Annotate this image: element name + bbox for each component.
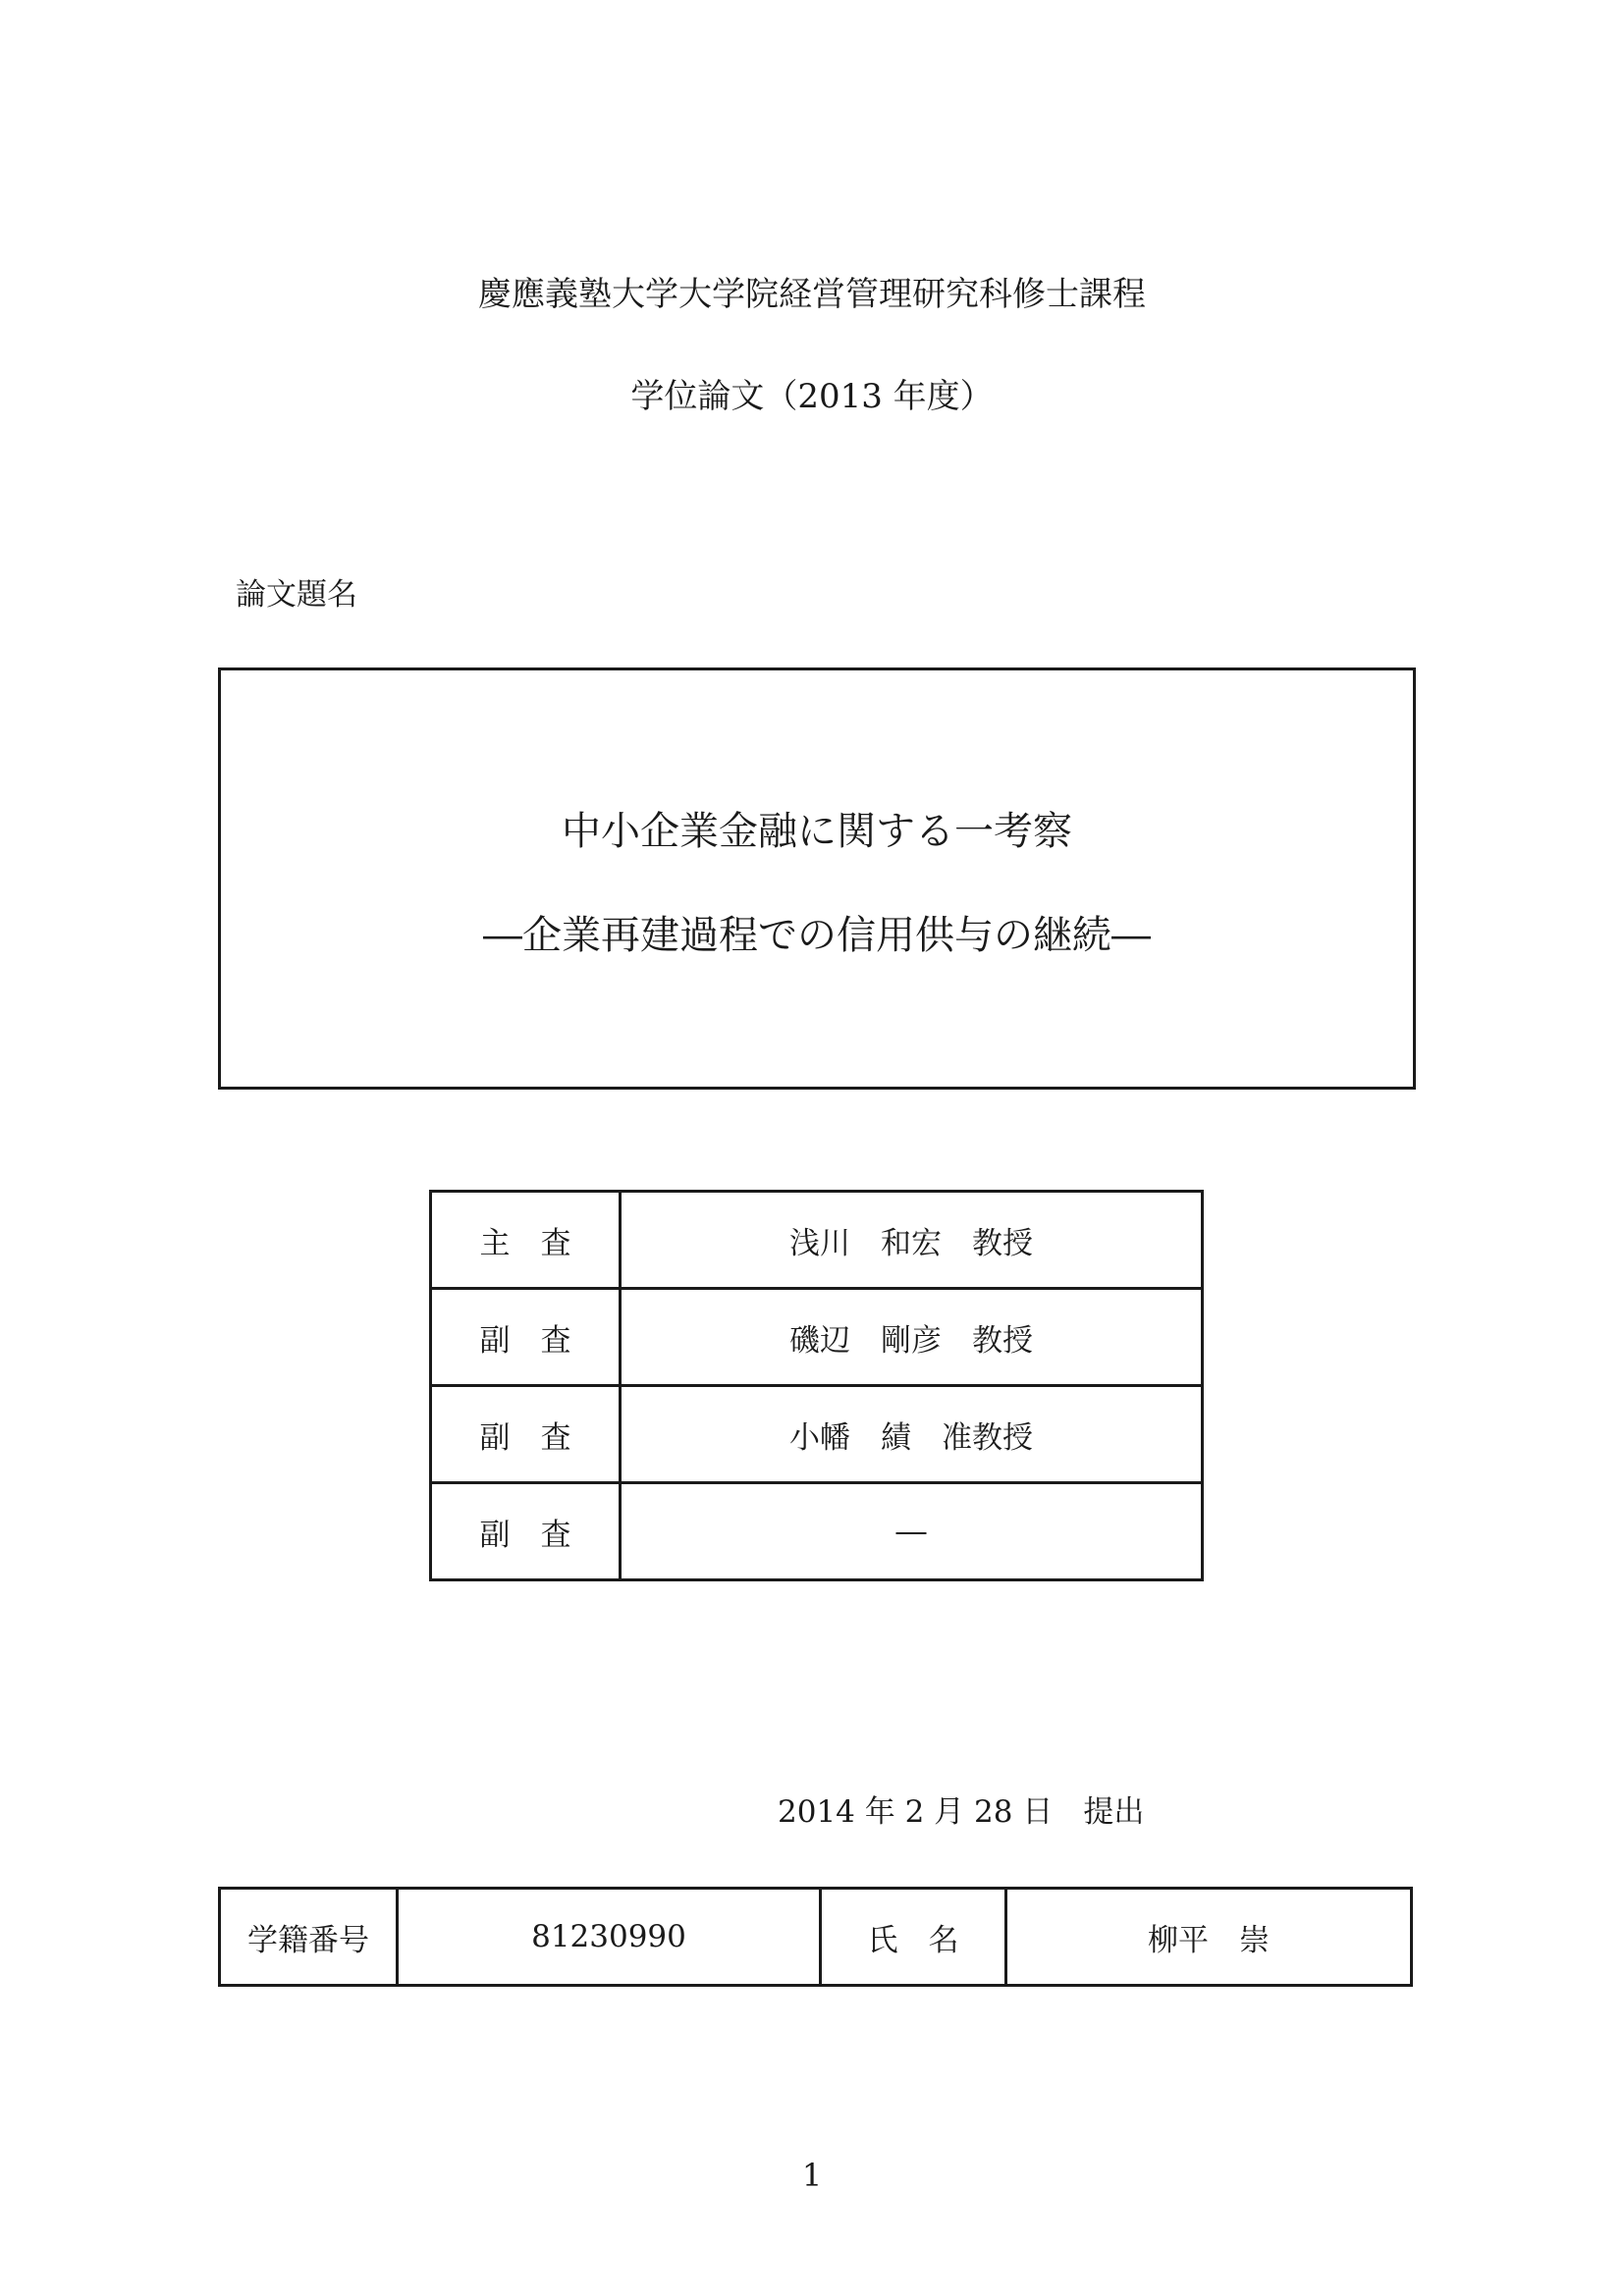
student-info-row [220, 1889, 1412, 1986]
thesis-title-box [218, 667, 1416, 1090]
examiner-name: 磯辺 剛彦 教授 [621, 1289, 1203, 1386]
examiner-row [431, 1192, 1203, 1289]
student-id-label: 学籍番号 [220, 1889, 398, 1986]
examiner-name: 浅川 和宏 教授 [621, 1192, 1203, 1289]
examiner-role: 副 査 [431, 1289, 621, 1386]
thesis-sub-title: ―企業再建過程での信用供与の継続― [483, 913, 1151, 958]
examiner-role: 副 査 [431, 1483, 621, 1580]
submission-date: 2014 年 2 月 28 日 提出 [778, 1794, 1145, 1830]
page-number: 1 [801, 2157, 823, 2194]
examiner-role: 主 査 [431, 1192, 621, 1289]
student-name-label: 氏 名 [821, 1889, 1006, 1986]
thesis-title-label: 論文題名 [236, 577, 357, 613]
examiner-row [431, 1386, 1203, 1483]
examiner-name: 小幡 績 准教授 [621, 1386, 1203, 1483]
examiner-row [431, 1483, 1203, 1580]
student-id-value: 81230990 [398, 1889, 821, 1986]
thesis-main-title: 中小企業金融に関する一考察 [562, 809, 1072, 854]
examiners-table [429, 1190, 1204, 1581]
examiner-row [431, 1289, 1203, 1386]
degree-thesis-heading: 学位論文（2013 年度） [630, 377, 994, 416]
student-info-table [218, 1887, 1413, 1987]
examiner-name: ― [621, 1483, 1203, 1580]
student-name-value: 柳平 崇 [1006, 1889, 1412, 1986]
examiner-role: 副 査 [431, 1386, 621, 1483]
university-program-heading: 慶應義塾大学大学院経営管理研究科修士課程 [478, 275, 1146, 314]
